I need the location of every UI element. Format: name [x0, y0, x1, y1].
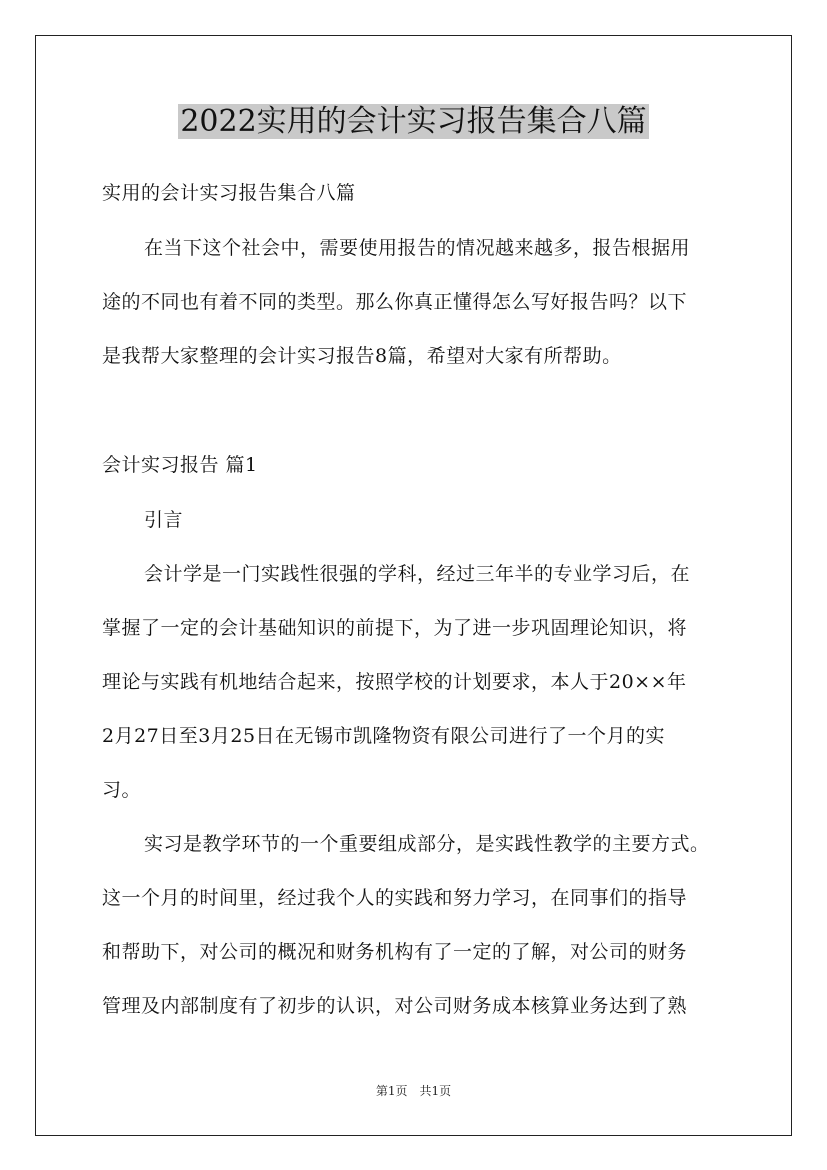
paragraph-line: 2月27日至3月25日在无锡市凯隆物资有限公司进行了一个月的实 [102, 725, 666, 747]
page-footer: 第1页 共1页 [375, 1084, 452, 1098]
paragraph-line: 和帮助下，对公司的概况和财务机构有了一定的了解，对公司的财务 [102, 941, 688, 963]
paragraph-line: 会计学是一门实践性很强的学科，经过三年半的专业学习后，在 [144, 563, 691, 585]
document-title-text: 2022实用的会计实习报告集合八篇 [180, 104, 647, 139]
paragraph-line: 是我帮大家整理的会计实习报告8篇，希望对大家有所帮助。 [102, 345, 622, 367]
document-title [0, 100, 827, 144]
paragraph-line: 途的不同也有着不同的类型。那么你真正懂得怎么写好报告吗？以下 [102, 291, 688, 313]
paragraph-line: 管理及内部制度有了初步的认识，对公司财务成本核算业务达到了熟 [102, 995, 688, 1017]
paragraph-line: 理论与实践有机地结合起来，按照学校的计划要求，本人于20××年 [102, 671, 687, 693]
section-heading: 会计实习报告 篇1 [102, 454, 258, 476]
paragraph-line: 这一个月的时间里，经过我个人的实践和努力学习，在同事们的指导 [102, 887, 688, 909]
paragraph-line: 在当下这个社会中，需要使用报告的情况越来越多，报告根据用 [144, 237, 691, 259]
subtitle-line: 实用的会计实习报告集合八篇 [102, 182, 356, 204]
paragraph-line: 实习是教学环节的一个重要组成部分，是实践性教学的主要方式。 [144, 833, 710, 855]
paragraph-line: 习。 [102, 779, 142, 801]
paragraph-line: 掌握了一定的会计基础知识的前提下，为了进一步巩固理论知识，将 [102, 617, 688, 639]
paragraph-line: 引言 [144, 509, 184, 531]
